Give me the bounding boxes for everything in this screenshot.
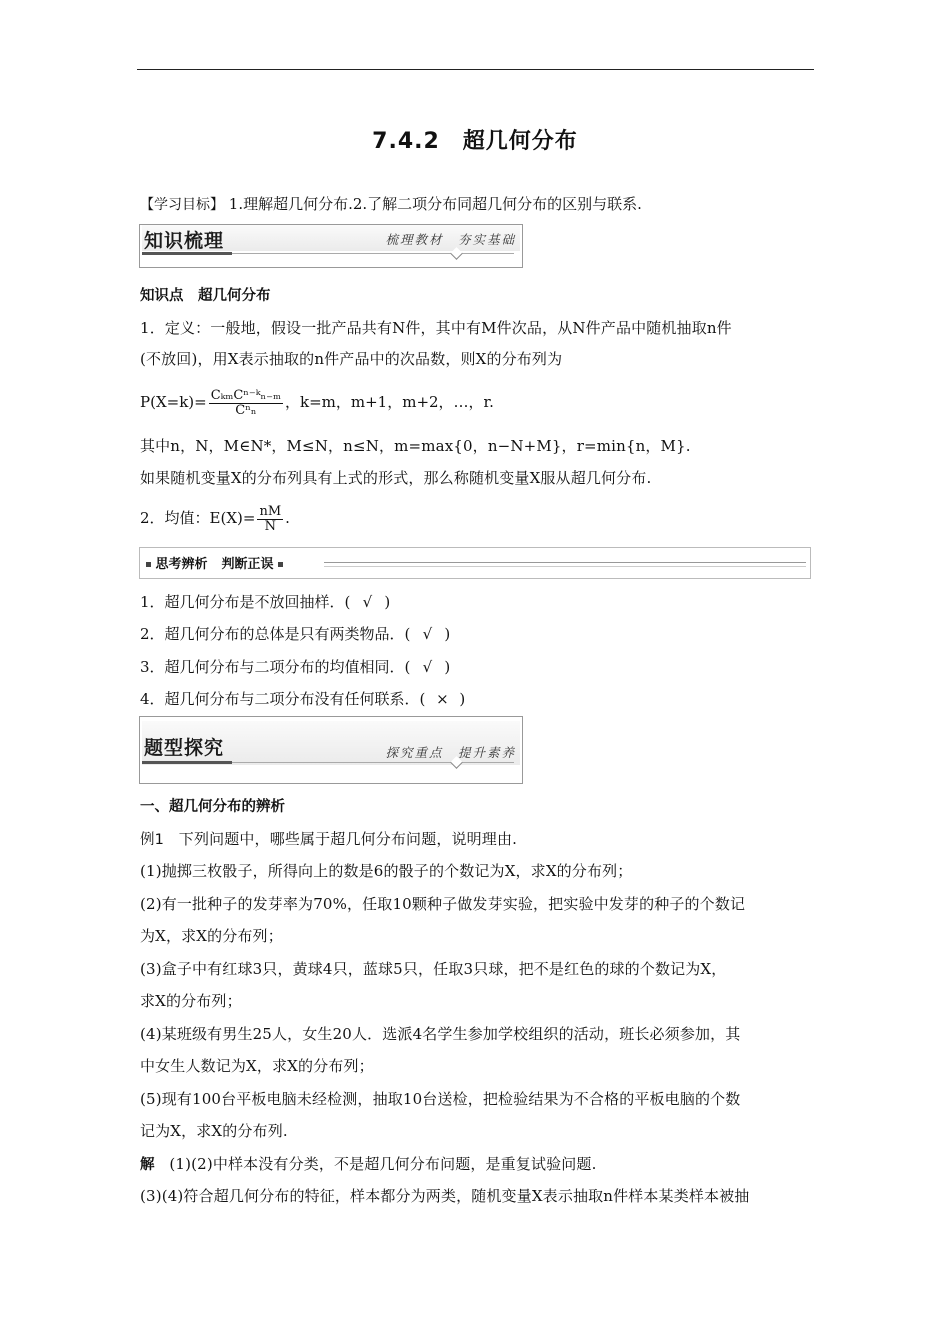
judgment-text: 1．超几何分布是不放回抽样．( — [140, 593, 351, 611]
banner-subtitle: 梳理教材 夯实基础 — [385, 232, 516, 247]
judgment-item — [140, 657, 450, 677]
distribution-formula — [140, 384, 494, 420]
solution-line-1 — [140, 1154, 597, 1175]
section-banner-knowledge — [139, 224, 523, 268]
example-item: 记为X，求X的分布列. — [140, 1122, 288, 1140]
definition-line-1: 1．定义：一般地，假设一批产品共有N件，其中有M件次品，从N件产品中随机抽取n件 — [140, 319, 732, 337]
judgment-mark: √ — [362, 593, 373, 611]
definition-line-2: (不放回)，用X表示抽取的n件产品中的次品数，则X的分布列为 — [140, 350, 563, 368]
random-variable-line: 如果随机变量X的分布列具有上式的形式，那么称随机变量X服从超几何分布. — [140, 469, 652, 487]
judgment-mark: √ — [422, 625, 433, 643]
banner-heading: 题型探究 — [144, 737, 225, 759]
example-item: (3)盒子中有红球3只，黄球4只，蓝球5只，任取3只球，把不是红色的球的个数记为X， — [140, 960, 727, 978]
formula-numerator: CₖₘCⁿ⁻ᵏₙ₋ₘ — [210, 387, 281, 403]
judgment-mark: √ — [422, 658, 433, 676]
example-item: 求X的分布列； — [140, 992, 242, 1010]
judgment-close: ) — [384, 593, 391, 611]
mean-numerator: nM — [259, 503, 282, 519]
example-item: (4)某班级有男生25人，女生20人．选派4名学生参加学校组织的活动，班长必须参加，其 — [140, 1025, 741, 1043]
square-bullet-icon — [278, 562, 283, 567]
judgment-text: 4．超几何分布与二项分布没有任何联系．( — [140, 690, 426, 708]
mean-formula — [140, 500, 290, 536]
example-item: 中女生人数记为X，求X的分布列； — [140, 1057, 374, 1075]
judgment-item — [140, 689, 465, 709]
square-bullet-icon — [146, 562, 151, 567]
judgment-item — [140, 624, 450, 644]
header-rule — [137, 69, 814, 70]
formula-fraction — [209, 389, 283, 418]
knowledge-point-heading: 知识点 超几何分布 — [140, 288, 271, 304]
section-heading: 一、超几何分布的辨析 — [140, 799, 285, 815]
section-banner-problem-types — [139, 716, 523, 784]
mean-lhs: 2．均值：E(X)= — [140, 509, 256, 527]
banner-heading: 知识梳理 — [144, 230, 225, 252]
think-discern-banner — [139, 547, 811, 579]
formula-denominator: Cⁿₙ — [235, 402, 257, 418]
conditions-line: 其中n，N，M∈N*，M≤N，n≤N，m=max{0，n−N+M}，r=min{n，M}. — [140, 437, 691, 455]
objectives-label: 【学习目标】 — [140, 197, 224, 213]
solution-text: (1)(2)中样本没有分类，不是超几何分布问题，是重复试验问题. — [169, 1155, 597, 1173]
example-item: (2)有一批种子的发芽率为70%，任取10颗种子做发芽实验，把实验中发芽的种子的个数记 — [140, 895, 746, 913]
formula-rhs: ，k=m，m+1，m+2，…，r. — [285, 393, 494, 411]
mean-fraction — [257, 505, 283, 534]
banner-subtitle: 探究重点 提升素养 — [385, 745, 516, 760]
judgment-item — [140, 592, 390, 612]
judgment-text: 3．超几何分布与二项分布的均值相同．( — [140, 658, 411, 676]
page-title: 7.4.2 超几何分布 — [372, 129, 578, 154]
formula-lhs: P(X=k)= — [140, 393, 207, 411]
example-item: (1)抛掷三枚骰子，所得向上的数是6的骰子的个数记为X，求X的分布列； — [140, 862, 633, 880]
judgment-close: ) — [444, 658, 451, 676]
judgment-text: 2．超几何分布的总体是只有两类物品．( — [140, 625, 411, 643]
think-title: 思考辨析 — [155, 557, 208, 572]
judgment-close: ) — [459, 690, 466, 708]
example-intro — [140, 829, 517, 850]
judgment-mark: × — [436, 690, 449, 708]
learning-objectives — [140, 194, 642, 215]
mean-tail: . — [285, 509, 290, 527]
solution-label: 解 — [140, 1157, 155, 1173]
example-item: (5)现有100台平板电脑未经检测，抽取10台送检，把检验结果为不合格的平板电脑的个数 — [140, 1090, 741, 1108]
judgment-close: ) — [444, 625, 451, 643]
think-subtitle: 判断正误 — [221, 557, 274, 572]
solution-line-2: (3)(4)符合超几何分布的特征，样本都分为两类，随机变量X表示抽取n件样本某类样本被抽 — [140, 1187, 750, 1205]
example-text: 下列问题中，哪些属于超几何分布问题，说明理由. — [178, 830, 518, 848]
mean-denominator: N — [264, 518, 276, 534]
objectives-text: 1.理解超几何分布.2.了解二项分布同超几何分布的区别与联系. — [228, 195, 642, 213]
example-item: 为X，求X的分布列； — [140, 927, 283, 945]
example-label: 例1 — [140, 832, 165, 848]
